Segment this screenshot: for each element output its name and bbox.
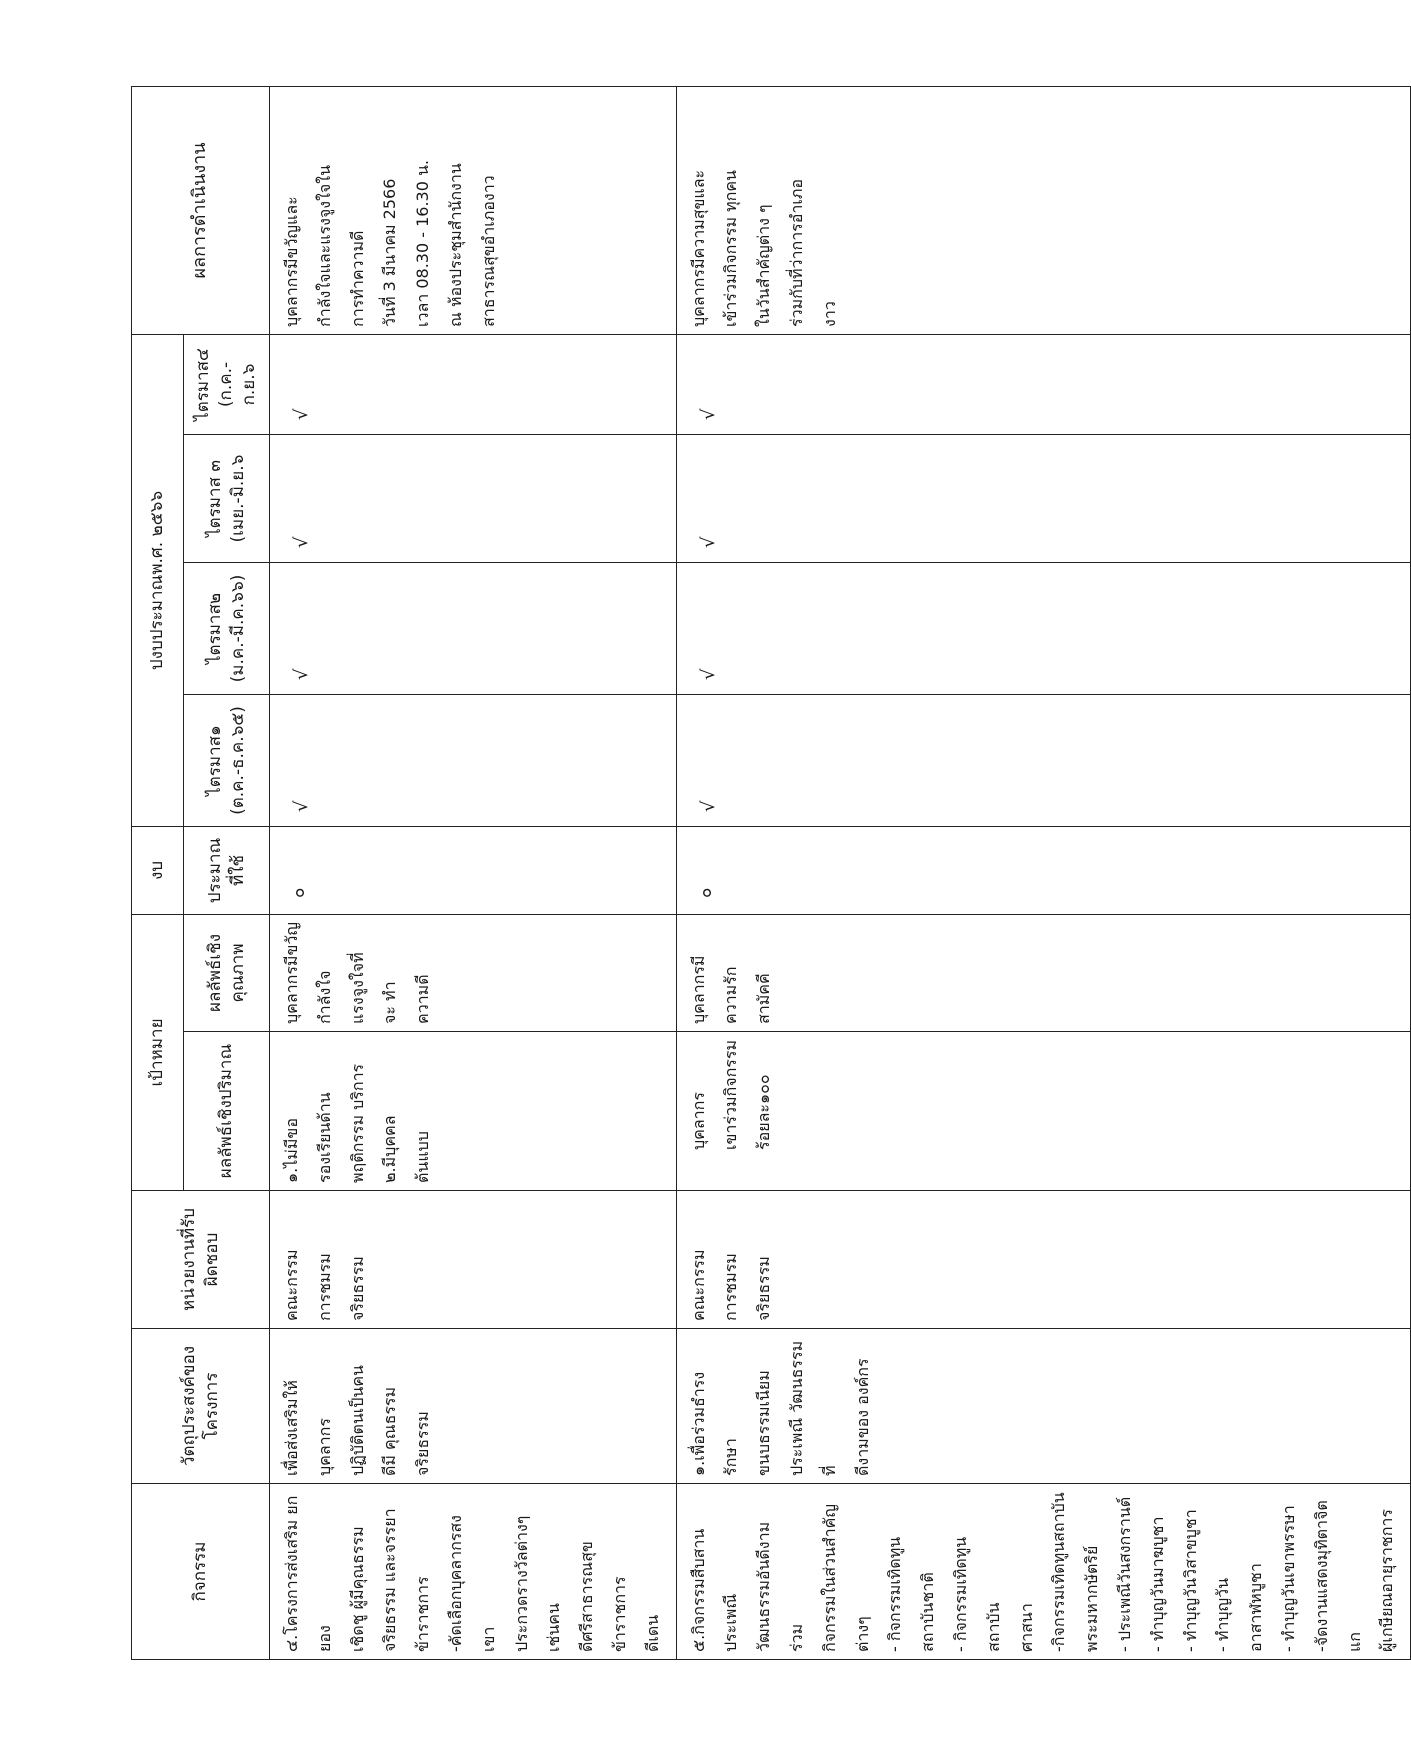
result-line: เข้าร่วมกิจกรรม ทุกคน	[721, 170, 741, 327]
activity-line: พระมหากษัตริย์	[1082, 1545, 1102, 1652]
quarter-2-check: √	[676, 562, 1411, 694]
activity-line: - ทำบุญวันวิสาขบูชา	[1180, 1509, 1200, 1652]
header-objective: วัตถุประสงค์ของโครงการ	[132, 1329, 270, 1484]
activity-line: - ทำบุญวันเขาพรรษา	[1278, 1505, 1298, 1652]
quantity-line: บุคลากร	[688, 1092, 708, 1150]
header-quarter-2	[184, 562, 270, 694]
result-line: สาธารณสุขอำเภองาว	[478, 175, 498, 327]
activity-line: ๔.โครงการส่งเสริม ยกยอง	[282, 1495, 334, 1652]
quarter-1-label: ไตรมาส๑	[204, 725, 225, 796]
objective-line: ดีงามของ องค์กร	[852, 1358, 872, 1476]
activity-line: ข้าราชการ	[413, 1576, 433, 1652]
activity-line: ๕.กิจกรรมสืบสานประเพณี	[688, 1528, 741, 1652]
activity-line: - ทำบุญวันมาฆบูชา	[1147, 1516, 1167, 1652]
header-budget: งบ	[132, 826, 184, 914]
header-row-1	[132, 86, 184, 1659]
header-quarter-1	[184, 694, 270, 826]
activity-cell	[270, 1484, 677, 1660]
quarter-2-label: ไตรมาส๒	[204, 592, 225, 665]
header-budget-used: ประมาณที่ใช้	[184, 826, 270, 914]
quarter-4-range: (ก.ค.-ก.ย.๖	[216, 361, 259, 408]
activity-line: จริยธรรม และจรรยา	[380, 1508, 400, 1652]
quantity-line: เขาร่วมกิจกรรม	[721, 1040, 741, 1150]
table-row	[676, 86, 1411, 1659]
quality-line: ความรัก	[721, 966, 741, 1024]
header-unit: หน่วยงานที่รับผิดชอบ	[132, 1191, 270, 1329]
unit-line: จริยธรรม	[754, 1256, 774, 1321]
activity-line: กิจกรรมในส่วนสำคัญ	[819, 1503, 839, 1652]
quality-line: ความดี	[413, 974, 433, 1024]
unit-cell	[676, 1191, 1411, 1329]
header-target: เป้าหมาย	[132, 914, 184, 1190]
quarter-1-range: (ต.ค.-ธ.ค.๖๕)	[227, 706, 248, 815]
result-line: การทำความดี	[347, 230, 367, 327]
quality-line: กำลังใจ	[314, 970, 334, 1024]
activity-line: ศาสนา	[1016, 1603, 1036, 1652]
activity-line: - กิจกรรมเทิดทูนสถาบัน	[950, 1536, 1003, 1652]
activity-line: - ทำบุญวันอาสาฬหบูชา	[1213, 1563, 1266, 1652]
objective-line: เพื่อส่งเสริมให้บุคลากร	[282, 1380, 334, 1476]
objective-line: จริยธรรม	[413, 1411, 433, 1476]
quality-line: บุคลากรมีขวัญ	[282, 921, 301, 1024]
result-line: ณ ห้องประชุมสำนักงาน	[445, 163, 465, 327]
quantity-cell	[270, 1032, 677, 1191]
quantity-line: ร้อยละ๑๐๐	[754, 1074, 774, 1150]
quality-line: บุคลากรมี	[688, 955, 708, 1024]
result-line: ร่วมกับที่ว่าการอำเภอ	[786, 179, 806, 327]
activity-line: - ประเพณีวันสงกรานต์	[1114, 1496, 1134, 1652]
result-line: บุคลากรมีขวัญและ	[282, 196, 301, 327]
quality-cell	[676, 914, 1411, 1031]
quantity-line: รองเรียนด้าน	[314, 1092, 334, 1183]
quarter-4-label: ไตรมาส๔	[193, 348, 214, 421]
objective-cell	[676, 1329, 1411, 1484]
budget-cell: ๐	[270, 826, 677, 914]
quarter-3-check: √	[270, 434, 677, 562]
result-line: ในวันสำคัญต่าง ๆ	[754, 204, 774, 327]
activity-line: ประกวดรางวัลต่างๆ เช่นคน	[511, 1515, 564, 1652]
activity-line: -จัดงานแสดงมุทิตาจิตแก	[1311, 1500, 1364, 1652]
header-target-quantity: ผลลัพธ์เชิงปริมาณ	[184, 1032, 270, 1191]
quality-line: แรงจูงใจที่	[347, 952, 367, 1024]
activity-line: ต่างๆ	[852, 1616, 872, 1652]
unit-line: คณะกรรม	[688, 1249, 708, 1321]
objective-line: ประเพณี วัฒนธรรมที่	[786, 1340, 839, 1476]
result-cell	[270, 86, 677, 334]
activity-line: - กิจกรรมเทิดทูนสถาบันชาติ	[885, 1536, 938, 1652]
unit-line: การชมรม	[314, 1253, 334, 1321]
activity-line: วัฒนธรรมอันดีงาม ร่วม	[754, 1521, 806, 1652]
result-line: กำลังใจและแรงจูงใจใน	[314, 164, 334, 327]
activity-cell	[676, 1484, 1411, 1660]
activity-line: -กิจกรรมเทิดทูนสถาบัน	[1049, 1492, 1069, 1652]
quality-line: จะ ทำ	[380, 981, 400, 1024]
header-result: ผลการดำเนินงาน	[132, 86, 270, 334]
quantity-line: ๑.ไม่มีขอ	[282, 1118, 301, 1183]
objective-cell	[270, 1329, 677, 1484]
objective-line: ดีมี คุณธรรม	[380, 1386, 400, 1476]
quarter-4-check: √	[676, 334, 1411, 434]
quantity-cell	[676, 1032, 1411, 1191]
quarter-3-label: ไตรมาส ๓	[204, 460, 225, 537]
quarter-2-range: (ม.ค.-มี.ค.๖๖)	[227, 574, 248, 683]
quarter-4-check: √	[270, 334, 677, 434]
header-quarter-3	[184, 434, 270, 562]
unit-line: คณะกรรม	[282, 1249, 301, 1321]
quality-cell	[270, 914, 677, 1031]
quarter-1-check: √	[270, 694, 677, 826]
objective-line: ขนบธรรมเนียม	[754, 1370, 774, 1476]
quarter-2-check: √	[270, 562, 677, 694]
result-cell	[676, 86, 1411, 334]
activity-line: เชิดชู ผู้มีคุณธรรม	[347, 1526, 367, 1652]
budget-cell: ๐	[676, 826, 1411, 914]
quarter-1-check: √	[676, 694, 1411, 826]
unit-line: จริยธรรม	[347, 1256, 367, 1321]
quarter-3-range: (เมย.-มิ.ย.๖	[227, 454, 248, 543]
quantity-line: ๒.มีบุคคล	[380, 1115, 400, 1183]
unit-line: การชมรม	[721, 1253, 741, 1321]
result-line: งาว	[819, 301, 839, 327]
objective-line: ปฏิบัติตนเป็นคน	[347, 1365, 367, 1476]
header-target-quality: ผลลัพธ์เชิงคุณภาพ	[184, 914, 270, 1031]
quantity-line: ต้นแบบ	[413, 1131, 433, 1183]
activity-line: ดีศรีสาธารณสุขข้าราชการ	[577, 1541, 629, 1652]
result-line: วันที่ 3 มีนาคม 2566	[380, 178, 400, 327]
result-line: บุคลากรมีความสุขและ	[688, 169, 708, 327]
objective-line: ๑.เพื่อร่วมธำรงรักษา	[688, 1371, 741, 1476]
activity-plan-table	[131, 86, 1411, 1660]
header-quarter-4	[184, 334, 270, 434]
quarter-3-check: √	[676, 434, 1411, 562]
quantity-line: พฤติกรรม บริการ	[347, 1063, 367, 1183]
quality-line: สามัคคี	[754, 973, 774, 1024]
activity-line: ผู้เกษียณอายุราชการ	[1377, 1509, 1397, 1652]
activity-line: -คัดเลือกบุคลากรสงเขา	[445, 1515, 498, 1652]
header-fiscal-year: ปงบประมาณพ.ศ. ๒๕๖๖	[132, 334, 184, 826]
unit-cell	[270, 1191, 677, 1329]
header-activity: กิจกรรม	[132, 1484, 270, 1660]
rotated-table-wrapper	[131, 87, 1397, 1660]
activity-line: ดีเดน	[642, 1614, 662, 1652]
result-line: เวลา 08.30 - 16.30 น.	[413, 159, 433, 327]
table-row	[270, 86, 677, 1659]
